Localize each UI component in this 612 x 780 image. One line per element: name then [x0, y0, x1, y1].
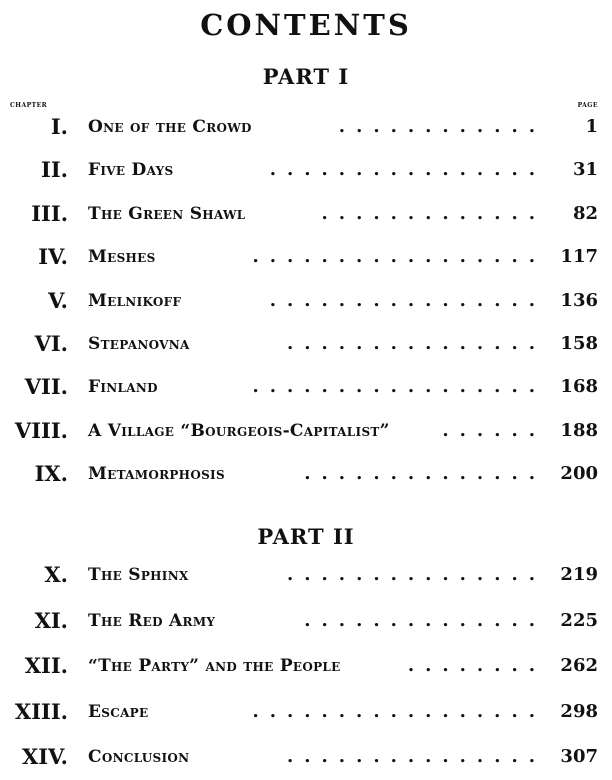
dot-leader: .............. [304, 609, 546, 631]
toc-entry [0, 742, 612, 772]
toc-entry [0, 697, 612, 727]
dot-leader: ............. [321, 202, 546, 224]
toc-entry [0, 199, 612, 229]
page-number: 262 [560, 655, 598, 677]
chapter-number: XI. [34, 607, 68, 633]
toc-entry [0, 286, 612, 316]
dot-leader: ................ [269, 289, 546, 311]
toc-entry [0, 560, 612, 590]
page-number: 168 [560, 376, 598, 398]
chapter-number: IX. [34, 461, 68, 487]
toc-entry [0, 459, 612, 489]
dot-leader: ................. [252, 700, 546, 722]
page-column-label: PAGE [577, 102, 598, 109]
chapter-title: Stepanovna [88, 334, 190, 354]
chapter-number: I. [50, 114, 68, 139]
page-number: 307 [560, 746, 598, 768]
dot-leader: ............... [287, 333, 546, 354]
chapter-number: VII. [24, 374, 68, 400]
part-1-title: PART I [262, 64, 350, 89]
chapter-title: Melnikoff [88, 290, 182, 311]
chapter-number: XIV. [21, 744, 68, 770]
chapter-number: III. [31, 200, 68, 226]
chapter-title: Conclusion [88, 747, 190, 768]
toc-entry [0, 372, 612, 402]
toc-entry [0, 329, 612, 359]
dot-leader: ............ [338, 116, 546, 137]
dot-leader: .............. [304, 463, 546, 485]
dot-leader: ............... [287, 564, 546, 585]
page-number: 200 [560, 463, 598, 485]
chapter-number: II. [41, 157, 68, 183]
chapter-title: The Sphinx [88, 565, 189, 585]
chapter-title: “The Party” and the People [88, 656, 341, 677]
chapter-title: Escape [88, 701, 149, 722]
chapter-title: Finland [88, 377, 158, 398]
page-number: 31 [572, 159, 598, 181]
toc-entry [0, 112, 612, 142]
part-2-title: PART II [257, 524, 355, 549]
chapter-title: One of the Crowd [88, 117, 252, 137]
chapter-number: VI. [34, 331, 68, 356]
chapter-number: VIII. [14, 417, 68, 443]
page-number: 219 [560, 564, 598, 585]
chapter-number: V. [48, 287, 68, 313]
chapter-title: Metamorphosis [88, 464, 225, 485]
toc-entry [0, 651, 612, 681]
page-number: 298 [560, 700, 598, 722]
chapter-number: X. [44, 562, 68, 587]
dot-leader: ................. [252, 376, 546, 398]
toc-entry [0, 155, 612, 185]
chapter-number: XII. [24, 653, 68, 679]
toc-entry [0, 416, 612, 446]
toc-entry [0, 606, 612, 636]
page-number: 225 [560, 609, 598, 631]
page-number: 158 [560, 333, 598, 354]
dot-leader: ...... [442, 419, 546, 441]
chapter-title: The Red Army [88, 610, 216, 631]
chapter-title: Meshes [88, 247, 156, 268]
page-number: 117 [560, 246, 598, 268]
dot-leader: ........ [407, 655, 546, 677]
dot-leader: ............... [287, 746, 546, 768]
page-number: 136 [560, 289, 598, 311]
contents-heading: CONTENTS [200, 8, 412, 42]
dot-leader: ................. [252, 246, 546, 268]
chapter-number: XIII. [14, 698, 68, 724]
chapter-title: The Green Shawl [88, 203, 246, 224]
page-number: 82 [572, 202, 598, 224]
chapter-title: A Village “Bourgeois-Capitalist” [88, 420, 390, 441]
chapter-column-label: CHAPTER [10, 102, 48, 109]
chapter-title: Five Days [88, 160, 174, 181]
chapter-number: IV. [38, 244, 68, 270]
toc-entry [0, 242, 612, 272]
page-number: 1 [585, 116, 598, 137]
dot-leader: ................ [269, 159, 546, 181]
page-number: 188 [560, 419, 598, 441]
